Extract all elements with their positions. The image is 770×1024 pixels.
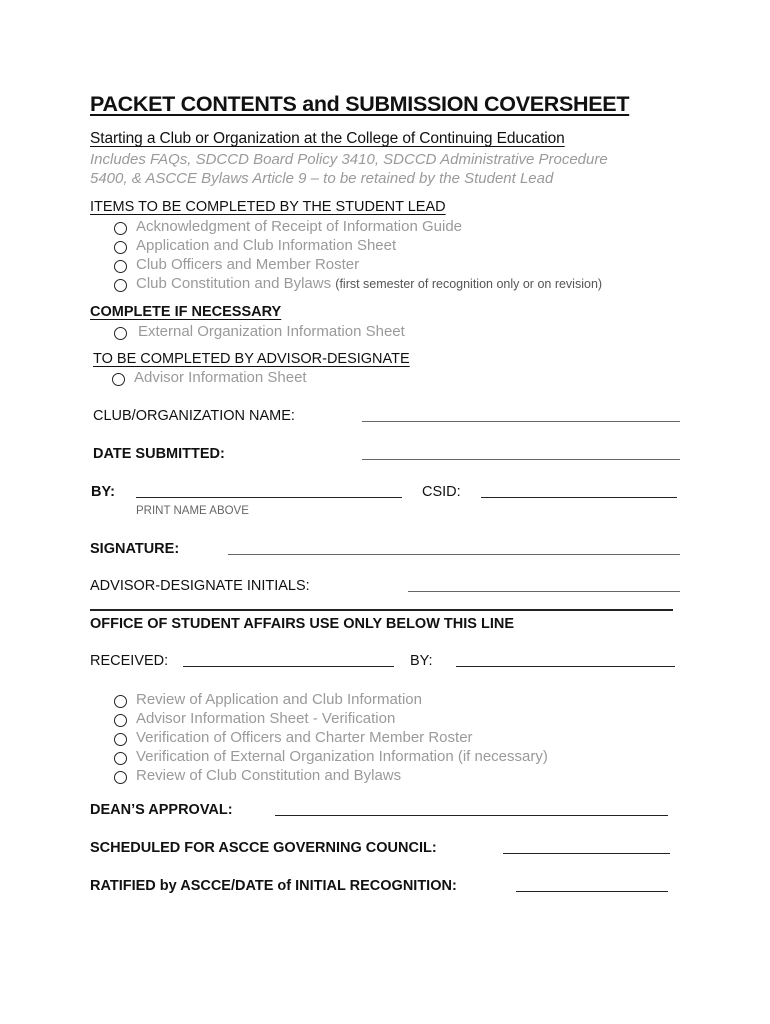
advisor-initials-label: ADVISOR-DESIGNATE INITIALS: <box>90 578 310 594</box>
dean-approval-label: DEAN’S APPROVAL: <box>90 802 233 818</box>
includes-line-2: 5400, & ASCCE Bylaws Article 9 – to be retained by the Student Lead <box>90 170 554 187</box>
csid-label: CSID: <box>422 484 461 500</box>
constitution-note: (first semester of recognition only or on revision) <box>335 277 603 291</box>
office-heading: OFFICE OF STUDENT AFFAIRS USE ONLY BELOW THIS LINE <box>90 616 515 632</box>
office-by-label: BY: <box>410 653 433 669</box>
item-constitution-label: Club Constitution and Bylaws <box>136 275 332 292</box>
office-item-advisor-verification: Advisor Information Sheet - Verification <box>136 710 396 727</box>
if-necessary-heading: COMPLETE IF NECESSARY <box>90 304 282 320</box>
item-constitution <box>136 275 602 292</box>
scheduled-line[interactable] <box>503 853 670 854</box>
item-officers-roster: Club Officers and Member Roster <box>136 256 360 273</box>
checkbox-constitution-review[interactable] <box>114 771 127 784</box>
by-label: BY: <box>91 484 115 500</box>
student-lead-heading: ITEMS TO BE COMPLETED BY THE STUDENT LEAD <box>90 199 446 215</box>
checkbox-officers-roster[interactable] <box>114 260 127 273</box>
checkbox-advisor-verification[interactable] <box>114 714 127 727</box>
item-external-org: External Organization Information Sheet <box>138 323 405 340</box>
checkbox-review-application[interactable] <box>114 695 127 708</box>
dean-approval-line[interactable] <box>275 815 668 816</box>
ratified-line[interactable] <box>516 891 668 892</box>
checkbox-external-org[interactable] <box>114 327 127 340</box>
item-advisor-info: Advisor Information Sheet <box>134 369 307 386</box>
office-divider <box>90 609 673 611</box>
office-item-review-application: Review of Application and Club Information <box>136 691 422 708</box>
office-by-line[interactable] <box>456 666 675 667</box>
advisor-heading: TO BE COMPLETED BY ADVISOR-DESIGNATE <box>93 351 410 367</box>
page-title: PACKET CONTENTS and SUBMISSION COVERSHEET <box>90 92 630 116</box>
checkbox-constitution[interactable] <box>114 279 127 292</box>
checkbox-officers-verification[interactable] <box>114 733 127 746</box>
checkbox-acknowledgment[interactable] <box>114 222 127 235</box>
office-item-officers-verification: Verification of Officers and Charter Member Roster <box>136 729 473 746</box>
csid-line[interactable] <box>481 497 677 498</box>
received-line[interactable] <box>183 666 394 667</box>
page-subtitle: Starting a Club or Organization at the College of Continuing Education <box>90 130 565 147</box>
by-line[interactable] <box>136 497 402 498</box>
scheduled-label: SCHEDULED FOR ASCCE GOVERNING COUNCIL: <box>90 840 437 856</box>
ratified-label: RATIFIED by ASCCE/DATE of INITIAL RECOGNITION: <box>90 878 457 894</box>
office-item-constitution-review: Review of Club Constitution and Bylaws <box>136 767 402 784</box>
checkbox-external-verification[interactable] <box>114 752 127 765</box>
item-acknowledgment: Acknowledgment of Receipt of Information Guide <box>136 218 463 235</box>
signature-line[interactable] <box>228 554 680 555</box>
print-name-hint: PRINT NAME ABOVE <box>136 505 249 517</box>
checkbox-application[interactable] <box>114 241 127 254</box>
item-application: Application and Club Information Sheet <box>136 237 397 254</box>
club-name-label: CLUB/ORGANIZATION NAME: <box>93 408 295 424</box>
includes-line-1: Includes FAQs, SDCCD Board Policy 3410, SDCCD Administrative Procedure <box>90 151 608 168</box>
date-submitted-line[interactable] <box>362 459 680 460</box>
signature-label: SIGNATURE: <box>90 541 180 557</box>
date-submitted-label: DATE SUBMITTED: <box>93 446 225 462</box>
office-item-external-verification: Verification of External Organization Information (if necessary) <box>136 748 548 765</box>
club-name-line[interactable] <box>362 421 680 422</box>
advisor-initials-line[interactable] <box>408 591 680 592</box>
checkbox-advisor-info[interactable] <box>112 373 125 386</box>
received-label: RECEIVED: <box>90 653 169 669</box>
